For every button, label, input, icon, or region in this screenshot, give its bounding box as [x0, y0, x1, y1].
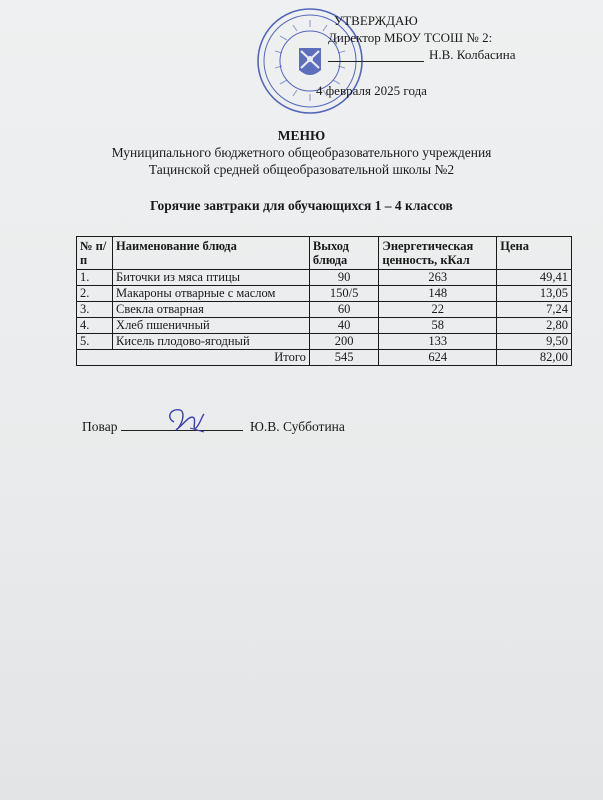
- approval-position: Директор МБОУ ТСОШ № 2:: [328, 30, 493, 45]
- row-number: 4.: [77, 318, 113, 334]
- dish-name: Макароны отварные с маслом: [113, 286, 310, 302]
- approval-date: 4 февраля 2025 года: [316, 83, 427, 98]
- column-header-price: Цена: [497, 237, 572, 270]
- column-header-dish-name: Наименование блюда: [113, 237, 310, 270]
- dish-energy: 263: [379, 270, 497, 286]
- dish-energy: 22: [379, 302, 497, 318]
- cook-handwritten-signature: [160, 400, 216, 440]
- dish-name: Биточки из мяса птицы: [113, 270, 310, 286]
- menu-table: [76, 236, 572, 366]
- table-header-row: [77, 237, 572, 270]
- total-price: 82,00: [497, 350, 572, 366]
- dish-energy: 148: [379, 286, 497, 302]
- table-row: [77, 302, 572, 318]
- approval-signature-line: [328, 47, 424, 62]
- approval-title: УТВЕРЖДАЮ: [334, 13, 418, 28]
- dish-price: 7,24: [497, 302, 572, 318]
- table-row: [77, 270, 572, 286]
- dish-name: Хлеб пшеничный: [113, 318, 310, 334]
- dish-output: 90: [309, 270, 378, 286]
- dish-energy: 58: [379, 318, 497, 334]
- cook-label: Повар: [82, 419, 118, 434]
- row-number: 3.: [77, 302, 113, 318]
- row-number: 5.: [77, 334, 113, 350]
- total-output: 545: [309, 350, 378, 366]
- table-row: [77, 286, 572, 302]
- column-header-energy: Энергетическая ценность, кКал: [379, 237, 497, 270]
- menu-subtitle: Горячие завтраки для обучающихся 1 – 4 классов: [150, 198, 453, 213]
- dish-price: 9,50: [497, 334, 572, 350]
- table-row: [77, 318, 572, 334]
- organization-line-1: Муниципального бюджетного общеобразовательного учреждения: [111, 145, 492, 160]
- dish-price: 49,41: [497, 270, 572, 286]
- column-header-number: № п/п: [77, 237, 113, 270]
- dish-name: Кисель плодово-ягодный: [113, 334, 310, 350]
- dish-price: 13,05: [497, 286, 572, 302]
- dish-output: 60: [309, 302, 378, 318]
- total-label: Итого: [77, 350, 310, 366]
- menu-title: МЕНЮ: [277, 128, 326, 143]
- total-energy: 624: [379, 350, 497, 366]
- dish-energy: 133: [379, 334, 497, 350]
- row-number: 2.: [77, 286, 113, 302]
- approval-name: Н.В. Колбасина: [429, 47, 516, 62]
- dish-output: 40: [309, 318, 378, 334]
- dish-output: 150/5: [309, 286, 378, 302]
- dish-output: 200: [309, 334, 378, 350]
- dish-name: Свекла отварная: [113, 302, 310, 318]
- row-number: 1.: [77, 270, 113, 286]
- dish-price: 2,80: [497, 318, 572, 334]
- column-header-output: Выход блюда: [309, 237, 378, 270]
- organization-line-2: Тацинской средней общеобразовательной школы №2: [148, 162, 455, 177]
- cook-name: Ю.В. Субботина: [250, 419, 345, 434]
- table-row: [77, 334, 572, 350]
- table-total-row: [77, 350, 572, 366]
